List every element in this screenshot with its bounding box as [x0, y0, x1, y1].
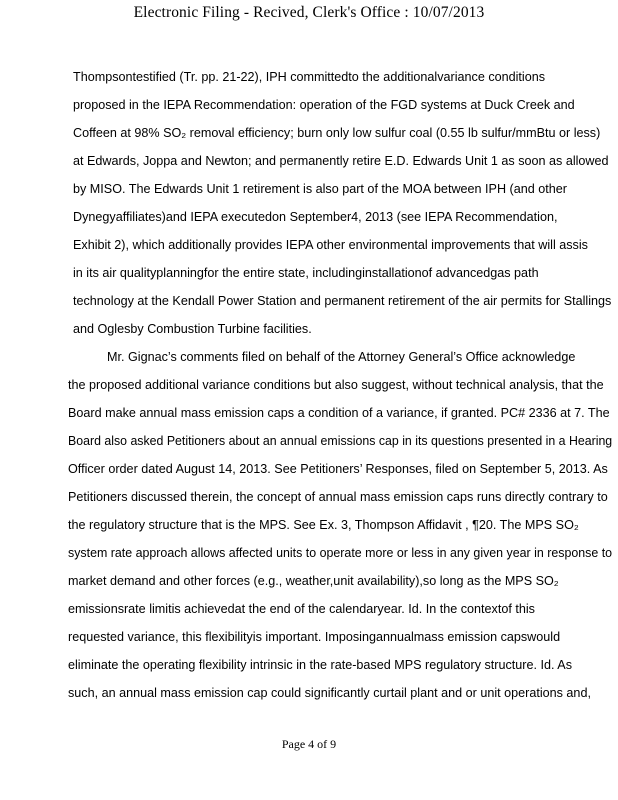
text-line: Mr. Gignac’s comments filed on behalf of the Attorney General’s Office acknowledge: [107, 350, 576, 364]
text-line: technology at the Kendall Power Station and permanent retirement of the air permits for Stallings: [73, 294, 612, 308]
text-line: Board also asked Petitioners about an annual emissions cap in its questions presented in a Hearing: [68, 434, 613, 448]
text-line: the proposed additional variance conditions but also suggest, without technical analysis, that the: [68, 378, 604, 392]
text-line: at Edwards, Joppa and Newton; and permanently retire E.D. Edwards Unit 1 as soon as allowed: [73, 154, 609, 168]
text-line: system rate approach allows affected units to operate more or less in any given year in response to: [68, 546, 613, 560]
text-line: and Oglesby Combustion Turbine facilities.: [73, 322, 312, 336]
text-line: by MISO. The Edwards Unit 1 retirement is also part of the MOA between IPH (and other: [73, 182, 567, 196]
text-line: in its air qualityplanningfor the entire state, includinginstallationof advancedgas path: [73, 266, 539, 280]
text-line: Board make annual mass emission caps a condition of a variance, if granted. PC# 2336 at 7. The: [68, 406, 610, 420]
electronic-filing-stamp: Electronic Filing - Recived, Clerk's Office : 10/07/2013: [133, 4, 485, 21]
text-line: Coffeen at 98% SO₂ removal efficiency; burn only low sulfur coal (0.55 lb sulfur/mmBtu or less): [73, 126, 601, 140]
text-line: eliminate the operating flexibility intrinsic in the rate-based MPS regulatory structure. Id. As: [68, 658, 572, 672]
text-line: Thompsontestified (Tr. pp. 21-22), IPH committedto the additionalvariance conditions: [73, 70, 546, 84]
text-line: Dynegyaffiliates)and IEPA executedon September4, 2013 (see IEPA Recommendation,: [73, 210, 558, 224]
text-line: the regulatory structure that is the MPS. See Ex. 3, Thompson Affidavit , ¶20. The MPS SO₂: [68, 518, 579, 532]
text-line: such, an annual mass emission cap could significantly curtail plant and or unit operations and,: [68, 686, 591, 700]
text-line: Petitioners discussed therein, the concept of annual mass emission caps runs directly contrary to: [68, 490, 608, 504]
text-line: market demand and other forces (e.g., weather,unit availability),so long as the MPS SO₂: [68, 574, 559, 588]
text-line: emissionsrate limitis achievedat the end of the calendaryear. Id. In the contextof this: [68, 602, 535, 616]
text-line: requested variance, this flexibilityis important. Imposingannualmass emission capswould: [68, 630, 561, 644]
page-number: Page 4 of 9: [281, 737, 337, 751]
text-line: Exhibit 2), which additionally provides IEPA other environmental improvements that will assis: [73, 238, 588, 252]
text-line: proposed in the IEPA Recommendation: operation of the FGD systems at Duck Creek and: [73, 98, 575, 112]
text-line: Officer order dated August 14, 2013. See Petitioners’ Responses, filed on September 5, 2013. As: [68, 462, 608, 476]
